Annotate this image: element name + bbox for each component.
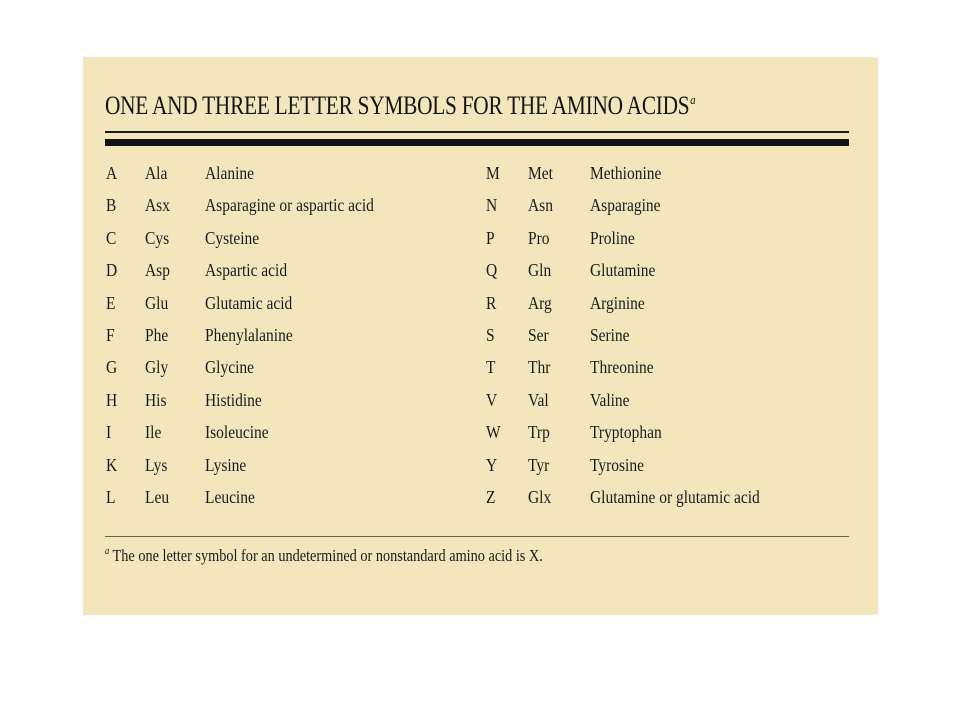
three-letter-symbol: Ser (528, 324, 549, 345)
title-rule-thin (105, 131, 849, 133)
amino-acid-name: Serine (590, 324, 630, 345)
one-letter-symbol: B (106, 195, 117, 216)
one-letter-symbol: M (486, 163, 500, 183)
three-letter-symbol: Tyr (528, 454, 550, 475)
three-letter-symbol: Arg (528, 292, 552, 313)
three-letter-symbol: Leu (145, 486, 170, 507)
three-letter-symbol: Asp (145, 260, 170, 281)
three-letter-symbol: Phe (145, 324, 169, 345)
amino-acid-name: Leucine (205, 486, 255, 507)
three-letter-symbol: Cys (145, 227, 170, 248)
amino-acid-name: Valine (590, 389, 630, 410)
footnote-marker: a (105, 546, 110, 558)
three-letter-symbol: Trp (528, 422, 550, 443)
one-letter-symbol: Y (486, 454, 498, 475)
amino-acid-name: Glutamine or glutamic acid (590, 486, 760, 507)
amino-acid-name: Asparagine or aspartic acid (205, 195, 374, 216)
amino-acid-name: Glycine (205, 357, 255, 378)
three-letter-symbol: Met (528, 163, 553, 183)
title-footnote-marker: a (690, 92, 696, 108)
one-letter-symbol: K (106, 454, 118, 475)
three-letter-symbol: Glu (145, 292, 169, 313)
table-title (105, 91, 695, 121)
one-letter-symbol: N (486, 195, 498, 216)
amino-acid-name: Alanine (205, 163, 255, 183)
three-letter-symbol: Gln (528, 260, 552, 281)
one-letter-symbol: Q (486, 260, 498, 281)
amino-acid-name: Cysteine (205, 227, 260, 248)
amino-acid-name: Glutamine (590, 260, 656, 281)
amino-acid-name: Tryptophan (590, 422, 662, 443)
amino-acid-name: Threonine (590, 357, 654, 378)
amino-acid-name: Methionine (590, 163, 662, 183)
one-letter-symbol: C (106, 227, 117, 248)
one-letter-symbol: H (106, 389, 118, 410)
one-letter-symbol: Z (486, 486, 496, 507)
amino-acid-name: Arginine (590, 292, 645, 313)
amino-acid-table-panel (83, 57, 878, 615)
three-letter-symbol: His (145, 389, 167, 410)
amino-acid-name: Proline (590, 227, 635, 248)
three-letter-symbol: Ala (145, 163, 168, 183)
one-letter-symbol: S (486, 324, 495, 345)
one-letter-symbol: F (106, 324, 115, 345)
one-letter-symbol: D (106, 260, 118, 281)
three-letter-symbol: Gly (145, 357, 169, 378)
three-letter-symbol: Val (528, 389, 549, 410)
title-rule-thick (105, 139, 849, 146)
one-letter-symbol: E (106, 292, 116, 313)
three-letter-symbol: Asx (145, 195, 170, 216)
one-letter-symbol: P (486, 227, 495, 248)
one-letter-symbol: G (106, 357, 118, 378)
three-letter-symbol: Lys (145, 454, 168, 475)
footnote (105, 546, 543, 566)
one-letter-symbol: A (106, 163, 118, 183)
one-letter-symbol: T (486, 357, 496, 378)
three-letter-symbol: Thr (528, 357, 551, 378)
amino-acid-name: Histidine (205, 389, 262, 410)
footnote-rule (105, 536, 849, 537)
one-letter-symbol: V (486, 389, 498, 410)
amino-acid-name: Isoleucine (205, 422, 269, 443)
one-letter-symbol: R (486, 292, 497, 313)
three-letter-symbol: Ile (145, 422, 162, 443)
three-letter-symbol: Pro (528, 227, 550, 248)
amino-acid-name: Glutamic acid (205, 292, 293, 313)
amino-acid-name: Tyrosine (590, 454, 644, 475)
three-letter-symbol: Asn (528, 195, 553, 216)
amino-acid-name: Phenylalanine (205, 324, 293, 345)
one-letter-symbol: W (486, 422, 501, 443)
one-letter-symbol: L (106, 486, 116, 507)
amino-acid-name: Lysine (205, 454, 247, 475)
three-letter-symbol: Glx (528, 486, 552, 507)
one-letter-symbol: I (106, 422, 112, 443)
amino-acid-name: Asparagine (590, 195, 661, 216)
table-title-text: ONE AND THREE LETTER SYMBOLS FOR THE AMINO ACIDS (105, 91, 690, 120)
footnote-text: The one letter symbol for an undetermined or nonstandard amino acid is X. (112, 546, 543, 565)
amino-acid-name: Aspartic acid (205, 260, 288, 281)
